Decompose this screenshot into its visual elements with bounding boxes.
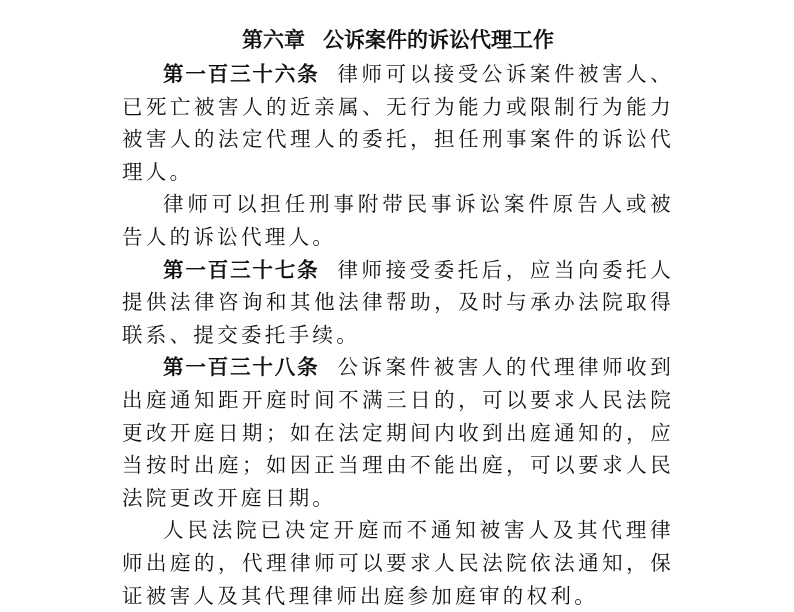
article-138-paragraph: [122, 351, 674, 514]
document-page: [122, 22, 674, 612]
article-138-paragraph-2: [122, 514, 674, 612]
chapter-number: 第六章: [242, 28, 305, 52]
article-136-paragraph: [122, 58, 674, 188]
article-number: 第一百三十七条: [163, 257, 320, 282]
article-number: 第一百三十六条: [163, 62, 320, 86]
article-text: 律师接受委托后，应当向委托人提供法律咨询和其他法律帮助，及时与承办法院取得联系、提交委托手续。: [122, 257, 674, 347]
article-text: 公诉案件被害人的代理律师收到出庭通知距开庭时间不满三日的，可以要求人民法院更改开庭日期；如在法定期间内收到出庭通知的，应当按时出庭；如因正当理由不能出庭，可以要求人民法院更改开庭日期。: [122, 355, 674, 510]
article-text: 律师可以担任刑事附带民事诉讼案件原告人或被告人的诉讼代理人。: [122, 192, 674, 249]
article-text: 人民法院已决定开庭而不通知被害人及其代理律师出庭的，代理律师可以要求人民法院依法通知，保证被害人及其代理律师出庭参加庭审的权利。: [122, 518, 674, 608]
chapter-title: 公诉案件的诉讼代理工作: [323, 28, 554, 52]
article-number: 第一百三十八条: [163, 355, 320, 380]
article-136-paragraph-2: [122, 188, 674, 253]
chapter-heading: [122, 22, 674, 58]
article-text: 律师可以接受公诉案件被害人、已死亡被害人的近亲属、无行为能力或限制行为能力被害人的法定代理人的委托，担任刑事案件的诉讼代理人。: [122, 62, 674, 184]
article-137-paragraph: [122, 254, 674, 352]
